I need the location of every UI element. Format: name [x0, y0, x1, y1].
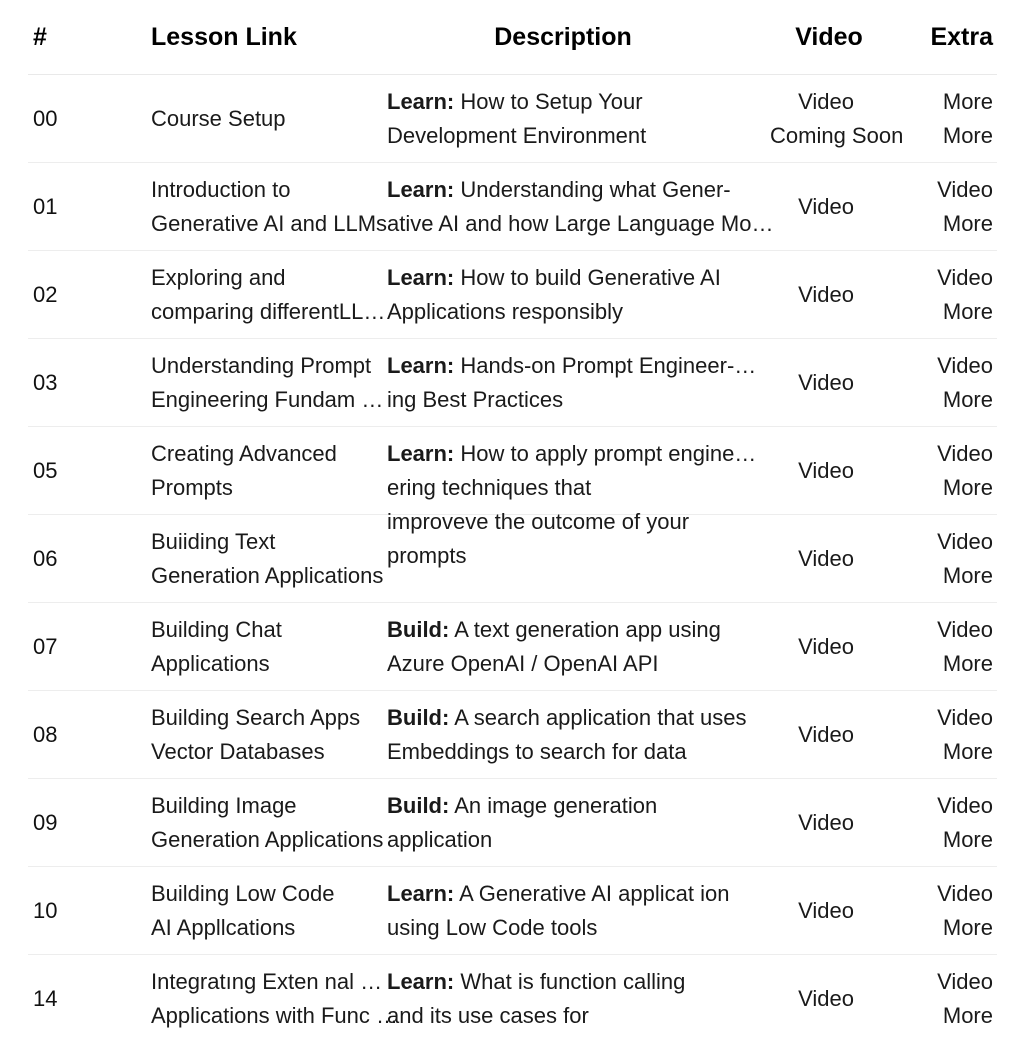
- cell-lesson-link[interactable]: [103, 691, 370, 779]
- cell-lesson-number: 02: [28, 251, 103, 339]
- cell-lesson-link[interactable]: [103, 339, 384, 427]
- cell-lesson-number: 08: [28, 691, 103, 779]
- description-block: [387, 349, 764, 417]
- lesson-link-text[interactable]: Course Setup: [151, 105, 286, 131]
- lesson-link-text[interactable]: Generation Applications: [151, 826, 384, 852]
- lesson-link-text[interactable]: Exploring and: [151, 264, 286, 290]
- extra-link[interactable]: More: [942, 826, 993, 852]
- extra-link[interactable]: More: [942, 122, 993, 148]
- video-status-text: Coming Soon: [770, 122, 904, 148]
- video-link[interactable]: Video: [798, 721, 854, 747]
- table-row: [28, 75, 997, 163]
- column-header-lesson-link[interactable]: Lesson Link: [103, 22, 370, 75]
- cell-video[interactable]: [770, 955, 888, 1043]
- extra-link[interactable]: Video: [937, 264, 993, 290]
- cell-description: [370, 163, 774, 251]
- description-line: ative AI and how Large Language Mo…: [387, 210, 774, 236]
- description-line: [387, 261, 764, 295]
- description-lead-label: Learn:: [387, 264, 455, 290]
- description-line: [387, 701, 764, 735]
- description-line-text: A text generation app using: [449, 616, 721, 642]
- cell-extra[interactable]: [888, 779, 997, 867]
- lesson-link-text[interactable]: Creating Advanced: [151, 440, 337, 466]
- cell-lesson-link[interactable]: [103, 955, 398, 1043]
- cell-video[interactable]: [770, 779, 888, 867]
- cell-lesson-link[interactable]: [103, 603, 370, 691]
- description-line-text: Hands-on Prompt Engineer-…: [454, 352, 757, 378]
- cell-extra[interactable]: [888, 163, 997, 251]
- table-header: [28, 22, 997, 75]
- cell-lesson-number: 00: [28, 75, 103, 163]
- lesson-link-text[interactable]: Buiiding Text: [151, 528, 276, 554]
- cell-lesson-number: 05: [28, 427, 103, 515]
- cell-extra[interactable]: [888, 691, 997, 779]
- cell-description: [370, 339, 770, 427]
- cell-lesson-link[interactable]: [103, 867, 370, 955]
- description-block: [387, 701, 764, 769]
- table-body: [28, 75, 997, 1043]
- cell-video[interactable]: [770, 251, 888, 339]
- cell-lesson-link[interactable]: [103, 427, 370, 515]
- lesson-link-text[interactable]: Applications with Func …: [151, 1002, 398, 1028]
- lesson-link-text[interactable]: AI Appllcations: [151, 914, 296, 940]
- description-block: [387, 85, 764, 153]
- lesson-link-text[interactable]: Understanding Prompt: [151, 352, 372, 378]
- description-line-text: An image generation: [449, 792, 658, 818]
- cell-description: [370, 603, 770, 691]
- extra-link[interactable]: Video: [937, 704, 993, 730]
- lesson-table: [28, 22, 997, 1043]
- cell-description: [370, 955, 770, 1043]
- description-lead-label: Build:: [387, 704, 450, 730]
- description-block: [387, 261, 764, 329]
- cell-lesson-number: 10: [28, 867, 103, 955]
- lesson-table-container: [28, 22, 997, 1043]
- description-line-text: A search application that uses: [449, 704, 747, 730]
- extra-link[interactable]: More: [942, 1002, 993, 1028]
- lesson-link-text[interactable]: comparing differentLL…: [151, 298, 386, 324]
- cell-lesson-link[interactable]: [103, 779, 384, 867]
- cell-video[interactable]: [770, 339, 888, 427]
- cell-description: [370, 75, 770, 163]
- extra-link[interactable]: More: [942, 474, 993, 500]
- video-link[interactable]: Video: [798, 281, 854, 307]
- lesson-link-text[interactable]: Generative AI and LLMs: [151, 210, 388, 236]
- description-lead-label: Build:: [387, 792, 450, 818]
- extra-link[interactable]: More: [942, 88, 993, 114]
- description-line: using Low Code tools: [387, 914, 598, 940]
- cell-lesson-number: 06: [28, 515, 103, 603]
- extra-link[interactable]: Video: [937, 880, 993, 906]
- description-line: ing Best Practices: [387, 386, 564, 412]
- description-block: [387, 613, 764, 681]
- description-line: [387, 877, 764, 911]
- cell-extra[interactable]: [888, 955, 997, 1043]
- extra-link[interactable]: Video: [937, 528, 993, 554]
- description-lead-label: Learn:: [387, 880, 455, 906]
- cell-description: [370, 427, 770, 568]
- cell-lesson-number: 09: [28, 779, 103, 867]
- cell-video[interactable]: [770, 691, 888, 779]
- description-line: application: [387, 826, 493, 852]
- cell-extra[interactable]: [888, 427, 997, 515]
- column-header-extra[interactable]: Extra: [888, 22, 997, 75]
- cell-lesson-link[interactable]: [103, 163, 388, 251]
- cell-video[interactable]: [770, 515, 888, 603]
- cell-lesson-link[interactable]: [103, 515, 384, 603]
- extra-link[interactable]: More: [942, 298, 993, 324]
- description-lead-label: Learn:: [387, 88, 455, 114]
- description-line: [387, 613, 764, 647]
- extra-link[interactable]: Video: [937, 440, 993, 466]
- description-line: Applications responsibly: [387, 298, 624, 324]
- cell-description: [370, 251, 770, 339]
- video-link[interactable]: Video: [798, 457, 854, 483]
- table-row: [28, 779, 997, 867]
- extra-link[interactable]: More: [942, 562, 993, 588]
- column-header-description[interactable]: Description: [370, 22, 770, 75]
- video-link[interactable]: Video: [798, 193, 854, 219]
- description-lead-label: Build:: [387, 616, 450, 642]
- video-link[interactable]: Video: [798, 985, 854, 1011]
- description-block: [387, 789, 764, 857]
- cell-description: [370, 779, 770, 867]
- cell-lesson-number: 07: [28, 603, 103, 691]
- video-link[interactable]: Video: [798, 809, 854, 835]
- description-block: [387, 877, 764, 945]
- lesson-link-text[interactable]: Vector Databases: [151, 738, 325, 764]
- cell-description: [370, 867, 770, 955]
- description-lead-label: Learn:: [387, 440, 455, 466]
- video-link[interactable]: Video: [798, 633, 854, 659]
- description-block: [387, 437, 756, 573]
- video-link[interactable]: Video: [798, 545, 854, 571]
- description-lead-label: Learn:: [387, 176, 455, 202]
- description-line: and its use cases for: [387, 1002, 589, 1028]
- description-line: [387, 173, 764, 207]
- cell-video[interactable]: [770, 603, 888, 691]
- cell-video[interactable]: [770, 75, 904, 163]
- extra-link[interactable]: More: [942, 914, 993, 940]
- cell-video[interactable]: [770, 867, 888, 955]
- table-row: [28, 867, 997, 955]
- cell-lesson-number: 14: [33, 985, 58, 1011]
- extra-link[interactable]: More: [942, 210, 993, 236]
- cell-video[interactable]: [770, 427, 888, 515]
- table-row: [28, 339, 997, 427]
- description-line-text: What is function calling: [454, 968, 686, 994]
- lesson-link-text[interactable]: Applications: [151, 650, 270, 676]
- table-row: [28, 163, 997, 251]
- video-link[interactable]: Video: [798, 897, 854, 923]
- cell-lesson-number: 01: [28, 163, 103, 251]
- lesson-link-text[interactable]: Integratıng Exten nal …: [151, 968, 383, 994]
- extra-link[interactable]: Video: [937, 352, 993, 378]
- lesson-link-text[interactable]: Building Image: [151, 792, 297, 818]
- extra-link[interactable]: Video: [937, 616, 993, 642]
- description-line: ering techniques that: [387, 474, 592, 500]
- cell-extra[interactable]: [888, 603, 997, 691]
- cell-lesson-link[interactable]: [103, 75, 370, 163]
- description-line: [387, 85, 764, 119]
- extra-link[interactable]: Video: [937, 968, 993, 994]
- table-row: [28, 691, 997, 779]
- column-header-video[interactable]: Video: [770, 22, 888, 75]
- description-line: prompts: [387, 542, 467, 568]
- cell-extra[interactable]: [888, 867, 997, 955]
- lesson-link-text[interactable]: Engineering Fundam …: [151, 386, 384, 412]
- lesson-link-text[interactable]: Building Search Apps: [151, 704, 361, 730]
- description-lead-label: Learn:: [387, 968, 455, 994]
- description-line-text: How to apply prompt engine…: [454, 440, 757, 466]
- description-line: improveve the outcome of your: [387, 508, 690, 534]
- table-row: [28, 955, 997, 1043]
- table-row: [28, 603, 997, 691]
- description-line-text: How to build Generative AI: [454, 264, 721, 290]
- extra-link[interactable]: More: [942, 650, 993, 676]
- description-line: Azure OpenAI / OpenAI API: [387, 650, 659, 676]
- description-line: [387, 965, 764, 999]
- description-line-text: How to Setup Your: [454, 88, 643, 114]
- header-row: [28, 22, 997, 75]
- table-row: [28, 427, 997, 515]
- cell-extra[interactable]: [888, 75, 997, 163]
- cell-video[interactable]: [770, 163, 888, 251]
- cell-extra[interactable]: [888, 515, 997, 603]
- video-link[interactable]: Video: [798, 88, 854, 114]
- description-line-text: Understanding what Gener-: [454, 176, 731, 202]
- description-line: Development Environment: [387, 122, 647, 148]
- video-link[interactable]: Video: [798, 369, 854, 395]
- description-line: Embeddings to search for data: [387, 738, 687, 764]
- description-lead-label: Learn:: [387, 352, 455, 378]
- cell-extra[interactable]: [888, 251, 997, 339]
- lesson-link-text[interactable]: Building Chat: [151, 616, 282, 642]
- lesson-link-text[interactable]: Generation Applications: [151, 562, 384, 588]
- extra-link[interactable]: Video: [937, 176, 993, 202]
- description-line: [387, 437, 756, 471]
- cell-extra[interactable]: [888, 339, 997, 427]
- extra-link[interactable]: More: [942, 738, 993, 764]
- lesson-link-text[interactable]: Building Low Code: [151, 880, 335, 906]
- cell-lesson-link[interactable]: [103, 251, 386, 339]
- cell-description: [370, 691, 770, 779]
- table-row: [28, 251, 997, 339]
- column-header-number[interactable]: #: [28, 22, 103, 75]
- description-line-text: A Generative AI applicat ion: [454, 880, 730, 906]
- description-line: [387, 349, 764, 383]
- lesson-link-text[interactable]: Introduction to: [151, 176, 291, 202]
- description-line: [387, 789, 764, 823]
- extra-link[interactable]: More: [942, 386, 993, 412]
- cell-lesson-number: 03: [28, 339, 103, 427]
- description-block: [387, 965, 764, 1033]
- lesson-link-text[interactable]: Prompts: [151, 474, 233, 500]
- extra-link[interactable]: Video: [937, 792, 993, 818]
- description-block: [387, 173, 774, 241]
